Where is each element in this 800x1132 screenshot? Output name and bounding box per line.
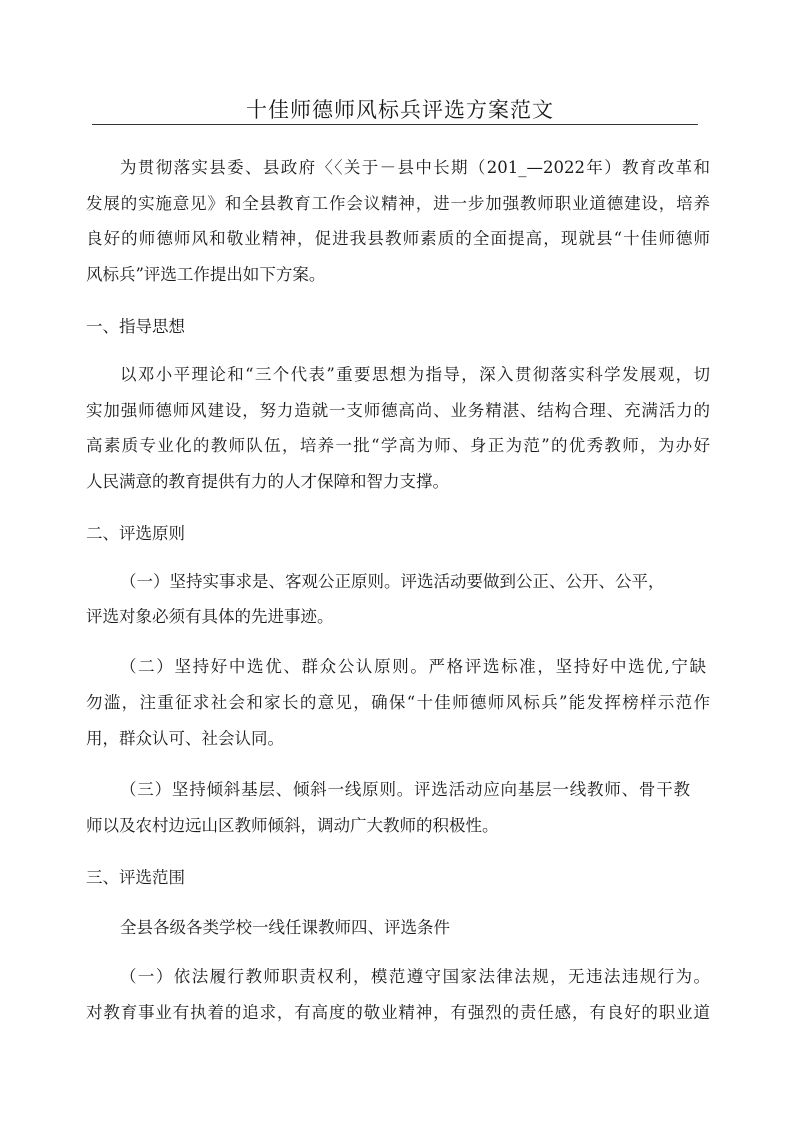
text-line: 实加强师德师风建设，努力造就一支师德高尚、业务精湛、结构合理、充满活力的 <box>86 401 710 420</box>
text-line: 为贯彻落实县委、县政府〈〈关于－县中长期（201_—2022年）教育改革和 <box>120 158 710 177</box>
section-heading: 三、评选范围 <box>86 868 185 887</box>
text-line: （三）坚持倾斜基层、倾斜一线原则。评选活动应向基层一线教师、骨干教 <box>120 780 690 799</box>
text-line: 人民满意的教育提供有力的人才保障和智力支撑。 <box>86 472 449 491</box>
section-heading: 一、指导思想 <box>86 317 185 336</box>
text-line: （二）坚持好中选优、群众公认原则。严格评选标准，坚持好中选优,宁缺 <box>120 657 706 676</box>
text-line: 风标兵”评选工作提出如下方案。 <box>86 265 326 284</box>
document-title: 十佳师德师风标兵评选方案范文 <box>246 98 554 122</box>
text-line: 师以及农村边远山区教师倾斜，调动广大教师的积极性。 <box>86 816 499 835</box>
title-underline <box>92 124 698 125</box>
text-line: 全县各级各类学校一线任课教师四、评选条件 <box>120 918 450 937</box>
text-line: 对教育事业有执着的追求，有高度的敬业精神，有强烈的责任感，有良好的职业道 <box>86 1003 710 1022</box>
section-heading: 二、评选原则 <box>86 524 185 543</box>
text-line: 良好的师德师风和敬业精神，促进我县教师素质的全面提高，现就县“十佳师德师 <box>86 229 710 248</box>
text-line: （一）坚持实事求是、客观公正原则。评选活动要做到公正、公开、公平， <box>120 572 665 591</box>
text-line: 勿滥，注重征求社会和家长的意见，确保“十佳师德师风标兵”能发挥榜样示范作 <box>86 693 710 712</box>
text-line: 高素质专业化的教师队伍，培养一批“学高为师、身正为范”的优秀教师，为办好 <box>86 436 710 455</box>
text-line: 以邓小平理论和“三个代表”重要思想为指导，深入贯彻落实科学发展观，切 <box>120 365 710 384</box>
text-line: 发展的实施意见》和全县教育工作会议精神，进一步加强教师职业道德建设，培养 <box>86 194 710 213</box>
text-line: 用，群众认可、社会认同。 <box>86 729 284 748</box>
text-line: （一）依法履行教师职责权利，模范遵守国家法律法规，无违法违规行为。 <box>120 967 710 986</box>
text-line: 评选对象必须有具体的先进事迹。 <box>86 607 334 626</box>
